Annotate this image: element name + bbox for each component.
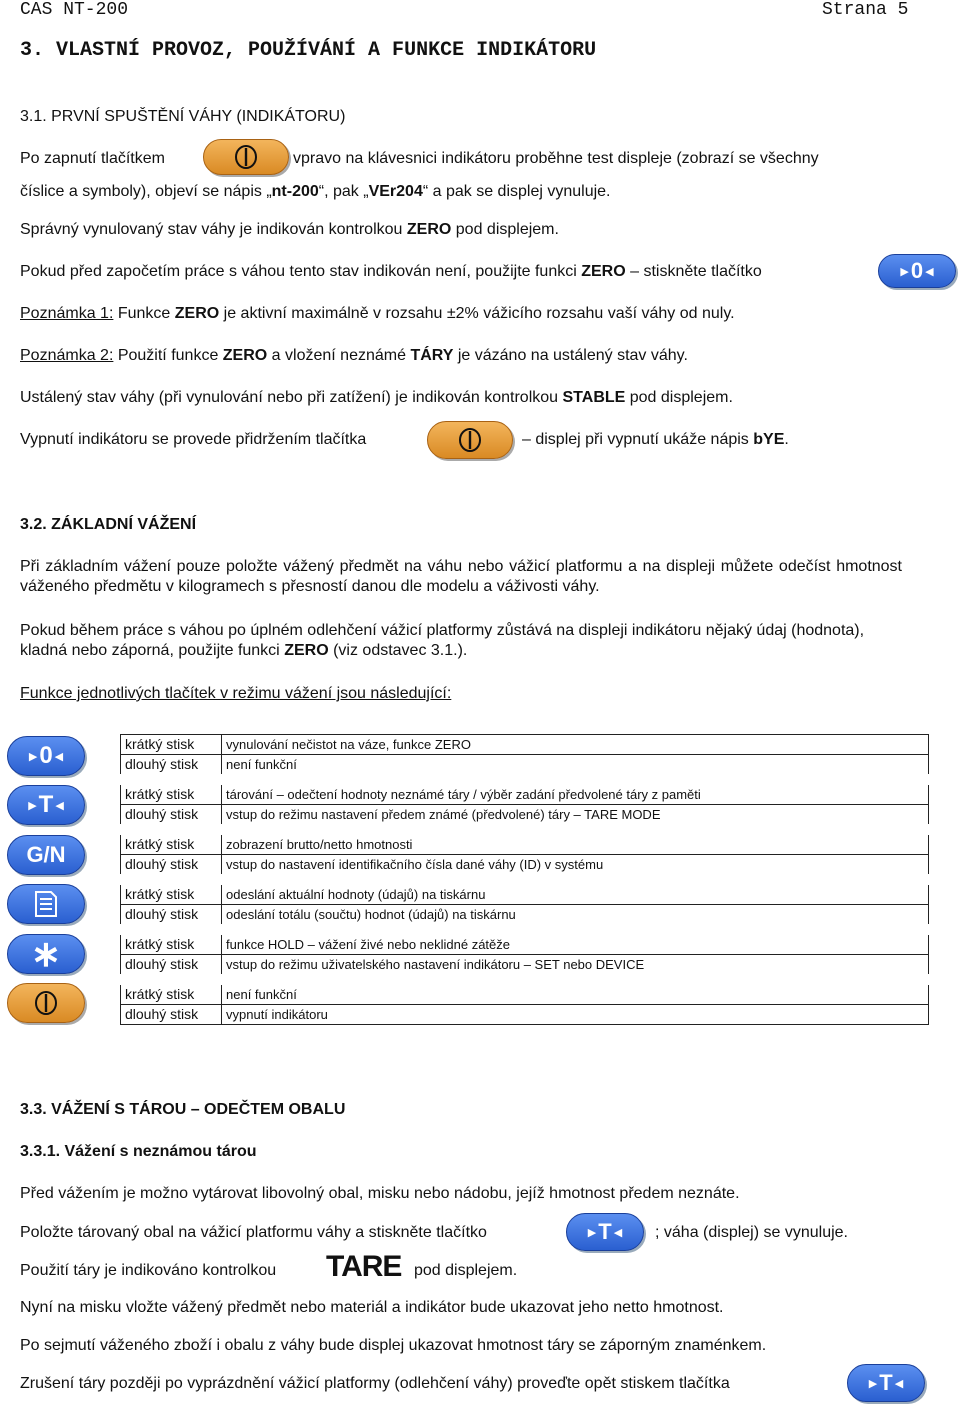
power-on-text-b: vpravo na klávesnici indikátoru proběhne test displeje (zobrazí se všechny	[293, 150, 819, 167]
right-triangle-icon: ▶	[900, 265, 909, 278]
power-icon	[458, 427, 482, 453]
section-3-1-title: 3.1. PRVNÍ SPUŠTĚNÍ VÁHY (INDIKÁTORU)	[20, 108, 346, 125]
negative-tare-text: Po sejmutí váženého zboží i obalu z váhy bude displej ukazovat hmotnost táry se záporným znaménkem.	[20, 1337, 767, 1354]
residual-value-paragraph: Pokud během práce s váhou po úplném odlehčení vážicí platformy zůstává na displeji indikátoru nějaký údaj (hodnota), kladná nebo záporná, použijte funkci ZERO (viz odstavec 3.1.).	[20, 622, 865, 659]
tare-press-text-b: ; váha (displej) se vynuluje.	[655, 1224, 848, 1241]
press-type-cell: krátký stisk	[121, 980, 222, 1005]
power-icon	[234, 144, 258, 170]
left-triangle-icon: ◀	[894, 1377, 904, 1390]
table-row	[121, 955, 929, 980]
press-type-cell: krátký stisk	[121, 780, 222, 805]
function-description-cell: odeslání aktuální hodnoty (údajů) na tiskárnu	[222, 880, 929, 905]
asterisk-icon: ∗	[30, 933, 62, 974]
power-on-text-a: Po zapnutí tlačítkem	[20, 150, 165, 167]
power-key-button[interactable]	[203, 139, 289, 175]
tare-indicator-text-a: Použití táry je indikováno kontrolkou	[20, 1262, 277, 1279]
press-type-cell: dlouhý stisk	[121, 755, 222, 780]
power-key-table-button[interactable]	[7, 983, 85, 1023]
table-row	[121, 930, 929, 955]
function-description-cell: tárování – odečtení hodnoty neznámé táry / výběr zadání předvolené táry z paměti	[222, 780, 929, 805]
function-description-cell: zobrazení brutto/netto hmotnosti	[222, 830, 929, 855]
section-3-3-1-title: 3.3.1. Vážení s neznámou tárou	[20, 1143, 257, 1160]
stable-indicator-text: Ustálený stav váhy (při vynulování nebo při zatížení) je indikován kontrolkou STABLE pod displejem.	[20, 389, 733, 406]
unknown-tare-intro: Před vážením je možno vytárovat libovolný obal, misku nebo nádobu, jejíž hmotnost předem neznáte.	[20, 1185, 740, 1202]
power-off-text-a: Vypnutí indikátoru se provede přidržením tlačítka	[20, 431, 367, 448]
note-2: Poznámka 2: Použití funkce ZERO a vložení neznámé TÁRY je vázáno na ustálený stav váhy.	[20, 347, 688, 364]
right-triangle-icon: ▶	[28, 799, 37, 812]
zero-key-inline-button[interactable]: ▶ 0 ◀	[878, 254, 956, 288]
gross-net-key-button[interactable]: G/N	[7, 835, 85, 875]
display-test-text: číslice a symboly), objeví se nápis „nt-200“, pak „VEr204“ a pak se displej vynuluje.	[20, 183, 611, 200]
zero-function-text: Pokud před započetím práce s váhou tento stav indikován není, použijte funkci ZERO – stiskněte tlačítko	[20, 263, 762, 280]
function-description-cell: odeslání totálu (součtu) hodnot (údajů) na tiskárnu	[222, 905, 929, 930]
power-icon	[34, 990, 58, 1016]
table-row	[121, 735, 929, 755]
basic-weighing-paragraph: Při základním vážení pouze položte vážený předmět na váhu nebo vážicí platformu a na displeji můžete odečíst hmotnost váženého předmětu v kilogramech s přesností danou dle modelu a váživosti váhy.	[20, 558, 902, 595]
tare-indicator-text-b: pod displejem.	[414, 1262, 518, 1279]
table-row	[121, 855, 929, 880]
function-description-cell: funkce HOLD – vážení živé nebo neklidné zátěže	[222, 930, 929, 955]
function-description-cell: vstup do režimu nastavení předem známé (předvolené) táry – TARE MODE	[222, 805, 929, 830]
press-type-cell: dlouhý stisk	[121, 955, 222, 980]
document-header-left: CAS NT-200	[20, 0, 129, 20]
right-triangle-icon: ▶	[868, 1377, 878, 1390]
zero-indicator-text: Správný vynulovaný stav váhy je indikován kontrolkou ZERO pod displejem.	[20, 221, 559, 238]
function-description-cell: vynulování nečistot na váze, funkce ZERO	[222, 735, 929, 755]
cancel-tare-text: Zrušení táry později po vyprázdnění vážicí platformy (odlehčení váhy) proveďte opět stiskem tlačítka	[20, 1375, 730, 1392]
left-triangle-icon: ◀	[925, 265, 934, 278]
key-function-table	[120, 734, 929, 1025]
print-key-button[interactable]	[7, 884, 85, 924]
tare-key-inline-button[interactable]: ▶ T ◀	[566, 1213, 644, 1251]
left-triangle-icon: ◀	[54, 750, 64, 763]
table-row	[121, 980, 929, 1005]
power-off-text-b: – displej při vypnutí ukáže nápis bYE.	[522, 431, 789, 448]
tare-key-cancel-button[interactable]: ▶ T ◀	[847, 1364, 925, 1402]
left-triangle-icon: ◀	[55, 799, 64, 812]
table-row	[121, 755, 929, 780]
press-type-cell: krátký stisk	[121, 735, 222, 755]
zero-key-button[interactable]: ▶ 0 ◀	[7, 736, 85, 776]
right-triangle-icon: ▶	[28, 750, 38, 763]
table-row	[121, 805, 929, 830]
section-3-title: 3. VLASTNÍ PROVOZ, POUŽÍVÁNÍ A FUNKCE INDIKÁTORU	[20, 39, 597, 62]
left-triangle-icon: ◀	[613, 1226, 623, 1239]
table-row	[121, 880, 929, 905]
press-type-cell: krátký stisk	[121, 930, 222, 955]
table-row	[121, 1005, 929, 1025]
press-type-cell: dlouhý stisk	[121, 1005, 222, 1025]
function-description-cell: vypnutí indikátoru	[222, 1005, 929, 1025]
press-type-cell: krátký stisk	[121, 880, 222, 905]
tare-key-button[interactable]: ▶ T ◀	[7, 785, 85, 825]
note-1: Poznámka 1: Funkce ZERO je aktivní maximálně v rozsahu ±2% vážicího rozsahu vaší váhy od nuly.	[20, 305, 735, 322]
function-description-cell: vstup do nastavení identifikačního čísla dané váhy (ID) v systému	[222, 855, 929, 880]
press-type-cell: dlouhý stisk	[121, 855, 222, 880]
table-row	[121, 905, 929, 930]
section-3-3-title: 3.3. VÁŽENÍ S TÁROU – ODEČTEM OBALU	[20, 1101, 346, 1118]
net-weight-text: Nyní na misku vložte vážený předmět nebo materiál a indikátor bude ukazovat jeho netto hmotnost.	[20, 1299, 724, 1316]
print-icon	[33, 890, 59, 918]
star-key-button[interactable]	[7, 934, 85, 974]
press-type-cell: dlouhý stisk	[121, 805, 222, 830]
tare-press-text-a: Položte tárovaný obal na vážicí platformu váhy a stiskněte tlačítko	[20, 1224, 487, 1241]
table-row	[121, 780, 929, 805]
page-number: Strana 5	[822, 0, 909, 20]
press-type-cell: dlouhý stisk	[121, 905, 222, 930]
tare-indicator-label: TARE	[326, 1250, 402, 1283]
power-key-off-button[interactable]	[427, 421, 513, 459]
function-description-cell: není funkční	[222, 755, 929, 780]
function-description-cell: vstup do režimu uživatelského nastavení indikátoru – SET nebo DEVICE	[222, 955, 929, 980]
right-triangle-icon: ▶	[587, 1226, 597, 1239]
press-type-cell: krátký stisk	[121, 830, 222, 855]
function-description-cell: není funkční	[222, 980, 929, 1005]
section-3-2-title: 3.2. ZÁKLADNÍ VÁŽENÍ	[20, 516, 197, 533]
table-row	[121, 830, 929, 855]
key-functions-heading: Funkce jednotlivých tlačítek v režimu vážení jsou následující:	[20, 685, 452, 702]
